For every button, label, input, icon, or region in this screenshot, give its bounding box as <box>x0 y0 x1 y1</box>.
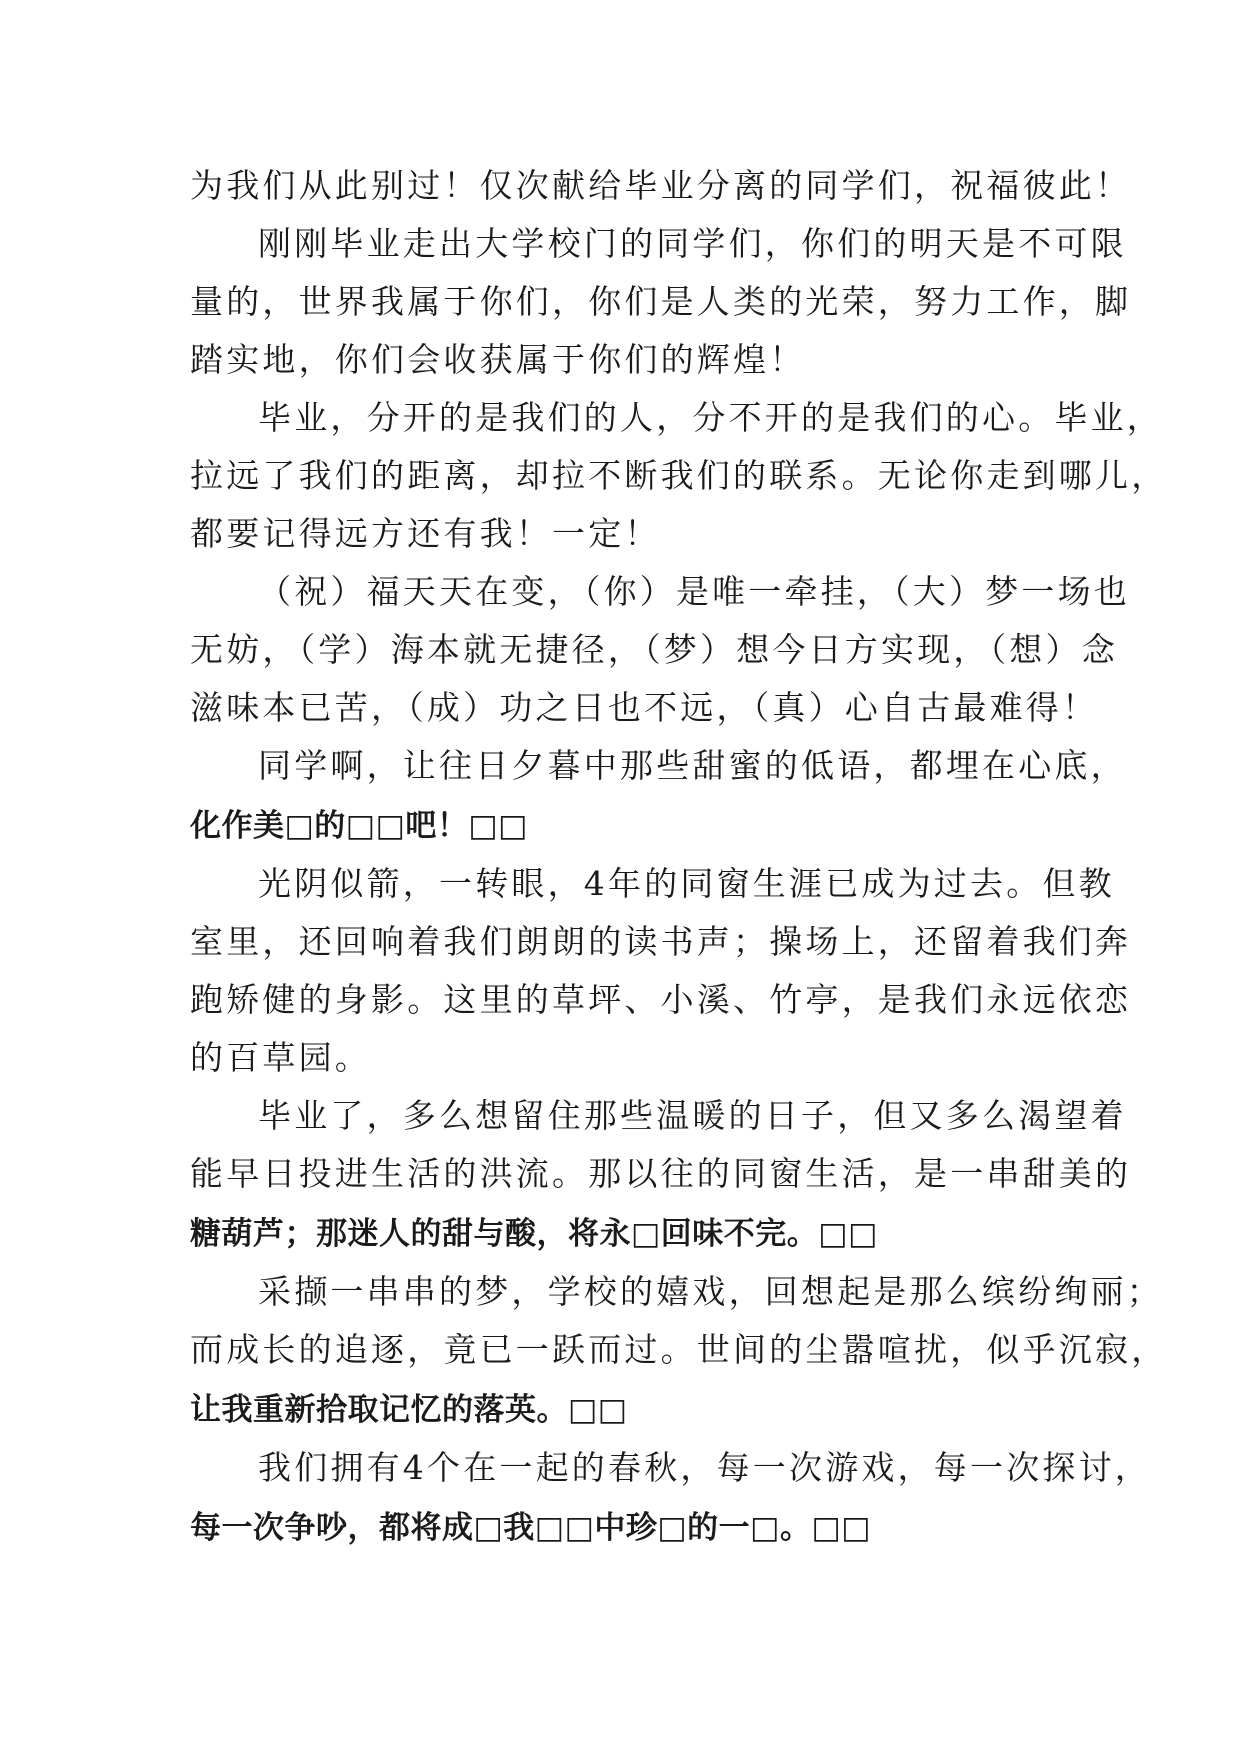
text-line-2: 刚刚毕业走出大学校门的同学们，你们的明天是不可限 <box>258 224 1127 263</box>
text-line-19: 糖葫芦；那迷人的甜与酸，将永□回味不完。□□ <box>190 1216 878 1252</box>
text-line-10: 滋味本已苦，（成）功之日也不远，（真）心自古最难得！ <box>190 688 1099 727</box>
text-line-14: 室里，还回响着我们朗朗的读书声；操场上，还留着我们奔 <box>190 922 1132 961</box>
text-line-12: 化作美□的□□吧！□□ <box>190 808 528 844</box>
text-line-13: 光阴似箭，一转眼，4年的同窗生涯已成为过去。但教 <box>258 864 1115 903</box>
text-line-21: 而成长的追逐，竟已一跃而过。世间的尘嚣喧扰，似乎沉寂， <box>190 1330 1168 1369</box>
text-line-3: 量的，世界我属于你们，你们是人类的光荣，努力工作，脚 <box>190 282 1132 321</box>
text-line-24: 每一次争吵，都将成□我□□中珍□的一□。□□ <box>190 1510 872 1546</box>
text-line-18: 能早日投进生活的洪流。那以往的同窗生活，是一串甜美的 <box>190 1154 1132 1193</box>
text-line-22: 让我重新拾取记忆的落英。□□ <box>190 1392 628 1428</box>
text-line-9: 无妨，（学）海本就无捷径，（梦）想今日方实现，（想）念 <box>190 630 1118 669</box>
text-line-5: 毕业，分开的是我们的人，分不开的是我们的心。毕业， <box>258 398 1163 437</box>
text-line-8: （祝）福天天在变，（你）是唯一牵挂，（大）梦一场也 <box>258 572 1130 611</box>
text-line-6: 拉远了我们的距离，却拉不断我们的联系。无论你走到哪儿， <box>190 456 1168 495</box>
text-line-7: 都要记得远方还有我！一定！ <box>190 514 661 553</box>
text-line-23: 我们拥有4个在一起的春秋，每一次游戏，每一次探讨， <box>258 1448 1151 1487</box>
text-line-16: 的百草园。 <box>190 1038 371 1077</box>
text-line-20: 采撷一串串的梦，学校的嬉戏，回想起是那么缤纷绚丽； <box>258 1272 1163 1311</box>
text-line-11: 同学啊，让往日夕暮中那些甜蜜的低语，都埋在心底， <box>258 746 1127 785</box>
text-line-1: 为我们从此别过！仅次献给毕业分离的同学们，祝福彼此！ <box>190 166 1132 205</box>
text-line-17: 毕业了，多么想留住那些温暖的日子，但又多么渴望着 <box>258 1096 1127 1135</box>
text-line-15: 跑矫健的身影。这里的草坪、小溪、竹亭，是我们永远依恋 <box>190 980 1132 1019</box>
text-line-4: 踏实地，你们会收获属于你们的辉煌！ <box>190 340 806 379</box>
